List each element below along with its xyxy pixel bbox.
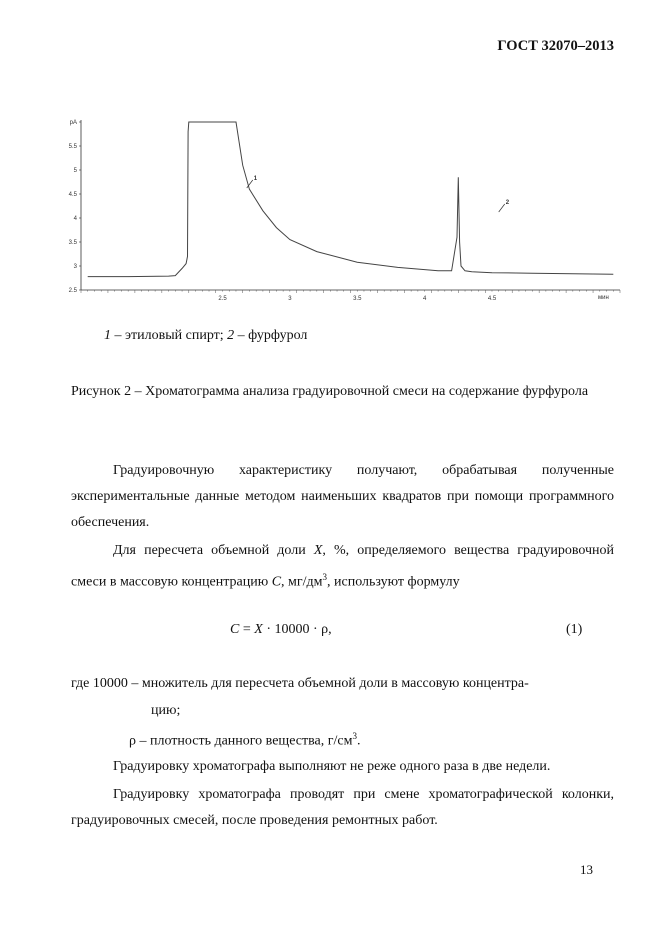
x-axis-ticks xyxy=(218,296,497,302)
y-tick-label: 3.5 xyxy=(68,240,77,246)
formula-eq: = xyxy=(239,622,255,637)
legend-2-number: 2 xyxy=(227,328,235,343)
paragraph-2 xyxy=(71,538,614,596)
formula-x: X xyxy=(254,622,263,637)
paragraph-3: Градуировку хроматографа выполняют не реже одного раза в две недели. xyxy=(113,759,551,774)
y-axis-ticks xyxy=(69,120,81,294)
y-tick-label: 5 xyxy=(73,168,77,174)
paragraph-2-part-c: , мг/дм xyxy=(281,574,323,590)
formula-number: (1) xyxy=(566,622,583,637)
document-header-title: ГОСТ 32070–2013 xyxy=(497,38,614,54)
x-axis-label: мин xyxy=(598,295,609,301)
formula xyxy=(230,622,332,638)
figure-legend xyxy=(104,328,307,344)
paragraph-2-part-d: , используют формулу xyxy=(327,574,460,590)
peak-annotations xyxy=(247,176,510,212)
formula-c: C xyxy=(230,622,240,637)
x-tick-label: 3.5 xyxy=(353,296,362,302)
y-tick-label: 4 xyxy=(73,216,77,222)
annotation-label-2: 2 xyxy=(505,200,510,206)
x-tick-label: 2.5 xyxy=(218,296,227,302)
where-line-3-text: ρ – плотность данного вещества, г/см xyxy=(129,733,353,749)
paragraph-2-part-b: , %, определяемого вещества градуировочной смеси в массовую концентрацию xyxy=(71,543,614,590)
where-line-3-end: . xyxy=(356,733,361,749)
chromatogram-chart xyxy=(60,118,625,318)
y-tick-label: 5.5 xyxy=(68,144,77,150)
x-tick-label: 4.5 xyxy=(487,296,497,302)
paragraph-4: Градуировку хроматографа проводят при смене хроматографической колонки, градуировочных смесей, после проведения ремонтных работ. xyxy=(71,787,614,828)
annotation-leader xyxy=(499,204,505,212)
where-line-2: цию; xyxy=(151,703,181,718)
var-x: X xyxy=(313,543,323,558)
formula-rest: · 10000 · ρ, xyxy=(262,622,332,637)
chromatogram-trace xyxy=(88,122,614,277)
figure-caption: Рисунок 2 – Хроматограмма анализа градуировочной смеси на содержание фурфурола xyxy=(71,384,589,399)
annotation-label-1: 1 xyxy=(253,176,258,182)
where-line-1: где 10000 – множитель для пересчета объемной доли в массовую концентра- xyxy=(71,676,529,691)
x-tick-label: 3 xyxy=(288,296,292,302)
paragraph-1: Градуировочную характеристику получают, обрабатывая полученные экспериментальные данные методом наименьших квадратов при помощи программного обеспечения. xyxy=(71,463,614,530)
y-tick-label: 2.5 xyxy=(68,288,77,294)
legend-2-text: – фурфурол xyxy=(237,328,308,343)
legend-1-text: – этиловый спирт; xyxy=(114,328,224,343)
y-tick-label: 4.5 xyxy=(68,192,77,198)
where-line-3 xyxy=(129,731,360,750)
where-line-3-sup: 3 xyxy=(352,731,357,741)
legend-1-number: 1 xyxy=(104,328,111,343)
superscript-3: 3 xyxy=(322,572,328,582)
page-number: 13 xyxy=(580,862,593,877)
paragraph-2-part-a: Для пересчета объемной доли xyxy=(113,543,306,558)
chart-axes xyxy=(81,120,620,293)
y-tick-label: 3 xyxy=(73,264,77,270)
var-c: C xyxy=(271,574,282,590)
x-tick-label: 4 xyxy=(422,296,427,302)
y-tick-label: pA xyxy=(69,120,77,126)
